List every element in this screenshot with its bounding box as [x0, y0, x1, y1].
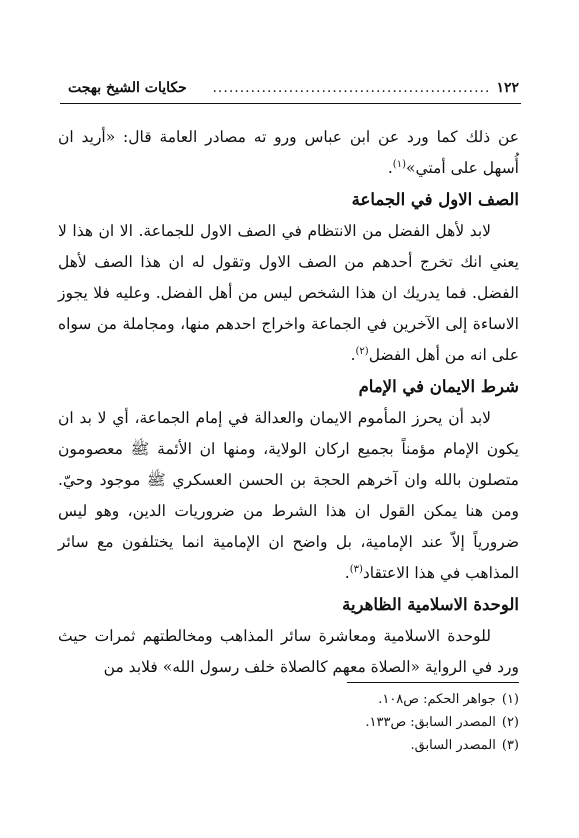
- footnote-rule: [347, 682, 519, 683]
- footnote-ref: (١): [392, 158, 406, 170]
- footnote: [120, 688, 519, 711]
- paragraph-text: لابد أن يحرز المأموم الايمان والعدالة في إمام الجماعة، أي لا بد ان يكون الإمام مؤمناً بجميع اركان الولاية، ومنها ان الأئمة ﷺ معصومون متصلون بالله وان آخرهم الحجة بن الحسن العسكري ﷺ موجود وحيّ. ومن هنا يمكن القول ان هذا الشرط من ضروريات الدين، وهو ليس ضرورياً إلاّ عند الإمامية، بل واضح ان الإمامية انما يختلفون مع سائر المذاهب في هذا الاعتقاد: [58, 409, 519, 582]
- section-heading: الصف الاول في الجماعة: [351, 190, 519, 209]
- paragraph-tail: .: [387, 159, 393, 177]
- footnote-mark: (٣): [501, 738, 519, 753]
- footnote: [120, 734, 519, 757]
- footnote: [120, 711, 519, 734]
- footnote-mark: (١): [501, 692, 519, 707]
- header-rule: [60, 103, 521, 104]
- footnote-text: المصدر السابق.: [410, 738, 496, 753]
- page-number: ١٢٢: [496, 80, 519, 96]
- footnotes: [120, 688, 519, 757]
- paragraph: [58, 122, 519, 184]
- footnote-mark: (٢): [501, 715, 519, 730]
- book-title: حكايات الشيخ بهجت: [68, 80, 187, 96]
- paragraph-text: لابد لأهل الفضل من الانتظام في الصف الاول للجماعة. الا ان هذا لا يعني انك تخرج أحدهم من الصف الاول وتقول له ان هذا الصف لأهل الفضل. فما يدريك ان هذا الشخص ليس من أهل الفضل. وعليه فلا يجوز الاساءة إلى الآخرين في الجماعة واخراج احدهم منها، ومجاملة من سواه على انه من أهل الفضل: [58, 222, 519, 364]
- paragraph: [58, 403, 519, 589]
- running-header: [68, 76, 519, 100]
- paragraph: [58, 621, 519, 683]
- paragraph: [58, 216, 519, 371]
- body-text: [58, 122, 519, 683]
- footnote-text: جواهر الحكم: ص١٠٨.: [378, 692, 496, 707]
- section-heading: شرط الايمان في الإمام: [358, 377, 519, 396]
- footnote-text: المصدر السابق: ص١٣٣.: [365, 715, 496, 730]
- section-heading: الوحدة الاسلامية الظاهرية: [342, 595, 519, 614]
- paragraph-tail: .: [350, 346, 356, 364]
- footnote-ref: (٣): [349, 563, 363, 575]
- paragraph-text: عن ذلك كما ورد عن ابن عباس ورو ته مصادر العامة قال: «أريد ان أُسهل على أمتي»: [58, 128, 519, 177]
- footnote-ref: (٢): [355, 345, 369, 357]
- paragraph-tail: .: [344, 564, 350, 582]
- header-leader-dots: ...................................................: [212, 80, 491, 96]
- paragraph-text: للوحدة الاسلامية ومعاشرة سائر المذاهب ومخالطتهم ثمرات حيث ورد في الرواية «الصلاة معهم كالصلاة خلف رسول الله» فلابد من: [58, 627, 519, 676]
